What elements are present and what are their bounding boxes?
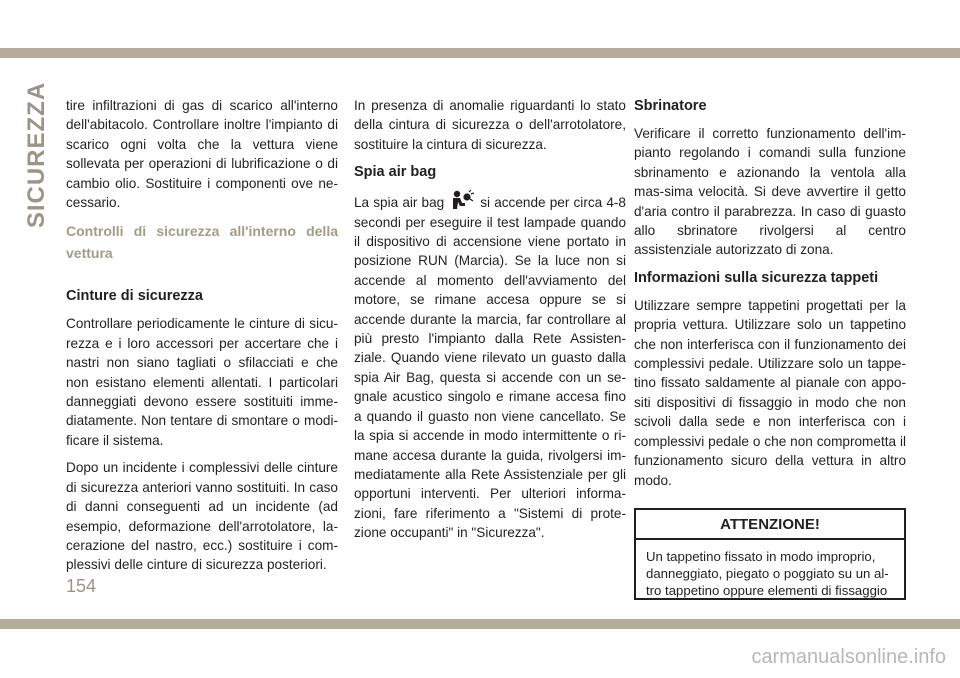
paragraph-floor-mats: Utilizzare sempre tappetini progettati per la propria vettura. Utilizzare solo un tappetino che non interferisca con il funzionamento dei complessivi pedale. Utilizzare solo un tappe-tino fissato saldamente al pianale con appo-siti dispositivi di fissaggio in modo che non scivoli dalla sede e non interferisca con i complessivi pedale o che non comprometta il funzionamento sicuro della vettura in altro modo. <box>634 297 906 488</box>
warning-title: ATTENZIONE! <box>636 510 904 540</box>
airbag-text-rest: si accende per circa 4-8 secondi per eseguire il test lampade quando il dispositivo di accensione viene portato in posizione RUN (Marcia). Se la luce non si accende al momento dell'avviamento del motore, se rimane accesa oppure se si accende durante la marcia, far controllare al più presto l'impianto dalla Rete Assisten-ziale. Quando viene rilevato un guasto dalla spia Air Bag, questa si accende con un se-gnale acustico singolo e rimane accesa fino a quando il guasto non viene cancellato. Se la spia si accende in modo intermittente o ri-mane accesa durante la guida, rivolgersi im-mediatamente alla Rete Assistenziale per gli opportuni interventi. Per ulteriori informa-zioni, fare riferimento a "Sistemi di prote-zione occupanti" in "Sicurezza". <box>354 195 626 541</box>
top-band <box>0 0 960 48</box>
airbag-text-start: La spia air bag <box>354 195 445 211</box>
warning-text: Un tappetino fissato in modo improprio, danneggiato, piegato o poggiato su un al-tro tappetino oppure elementi di fissaggio <box>646 549 889 599</box>
paragraph-belt-anomalies: In presenza di anomalie riguardanti lo stato della cintura di sicurezza o dell'arrotolatore, sostituire la cintura di sicurezza. <box>354 98 626 152</box>
paragraph-seat-belts-check: Controllare periodicamente le cinture di sicu-rezza e i loro accessori per accertare che i nastri non siano tagliati o sfilacciati e che non esistano elementi allentati. I particolari danneggiati devono essere sostituiti imme-diatamente. Non tentare di smontare o modi-ficare il sistema. <box>66 316 338 448</box>
watermark: carmanualsonline.info <box>751 646 946 668</box>
subheading-airbag-light: Spia air bag <box>354 164 437 181</box>
subheading-defroster: Sbrinatore <box>634 98 707 114</box>
paragraph-defroster: Verificare il corretto funzionamento dell'im-pianto regolando i comandi sulla funzione sbrinamento e azionando la ventola alla mas-sima velocità. Si deve avvertire il getto d'aria contro il parabrezza. In caso di guasto allo sbrinatore rivolgersi al centro assistenziale autorizzato di zona. <box>634 126 906 258</box>
paragraph-exhaust: tire infiltrazioni di gas di scarico all'interno dell'abitacolo. Controllare inoltre l'impianto di scarico ogni volta che la vettura viene sollevata per operazioni di lubrificazione o di cambio olio. Sostituire i componenti ove ne-cessario. <box>66 98 338 211</box>
section-heading-safety-checks: Controlli di sicurezza all'interno della vettura <box>66 223 338 262</box>
warning-box <box>634 508 906 600</box>
side-tab-label: SICUREZZA <box>23 81 50 229</box>
column-3 <box>634 96 906 600</box>
page-number: 154 <box>66 576 97 596</box>
column-1 <box>66 96 338 583</box>
bottom-stripe <box>0 619 960 629</box>
section-side-tab <box>22 81 52 229</box>
subheading-seat-belts: Cinture di sicurezza <box>66 288 203 305</box>
subheading-floor-mats: Informazioni sulla sicurezza tappeti <box>634 269 879 286</box>
paragraph-seat-belts-accident: Dopo un incidente i complessivi delle cinture di sicurezza anteriori vanno sostituiti. In caso di danni conseguenti ad un incidente (ad esempio, deformazione dell'arrotolatore, la-cerazione del nastro, ecc.) sostituire i com-plessivi delle cinture di sicurezza posteriori. <box>66 460 338 573</box>
top-stripe <box>0 48 960 58</box>
airbag-warning-icon <box>450 190 474 210</box>
paragraph-airbag-light <box>354 190 626 542</box>
column-2 <box>354 96 626 551</box>
